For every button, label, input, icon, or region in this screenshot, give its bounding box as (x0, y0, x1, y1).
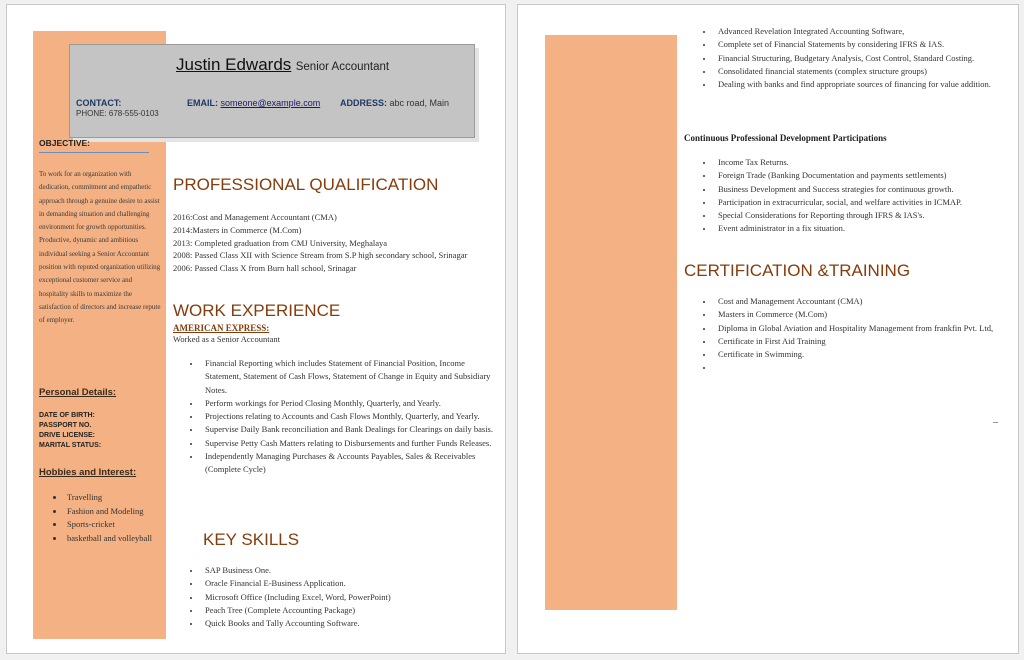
resume-page-2 (517, 4, 1019, 654)
name-line (176, 55, 389, 75)
skills-heading: KEY SKILLS (203, 530, 300, 549)
list-item: • Quick Books and Tally Accounting Software. (201, 617, 501, 630)
email-label: EMAIL: (187, 98, 218, 108)
list-item: • Dealing with banks and find appropriate sources of financing for value addition. (714, 78, 1004, 91)
list-item: • Supervise Daily Bank reconciliation and Bank Dealings for Clearings on daily basis. (201, 423, 503, 436)
personal-details-list (39, 411, 101, 451)
list-item: • Fashion and Modeling (65, 505, 165, 519)
duties-list (187, 357, 503, 477)
list-item: 2013: Completed graduation from CMJ University, Meghalaya (173, 237, 388, 248)
skills-continued-list (700, 25, 1004, 91)
list-item: • Financial Reporting which includes Statement of Financial Position, Income Statement, Statement of Cash Flows, Statement of Change in Equity and Subsidiary Notes. (201, 357, 503, 397)
dash-mark: – (993, 417, 998, 428)
list-item: • Special Considerations for Reporting through IFRS & IAS's. (714, 209, 1014, 222)
list-item: 2008: Passed Class XII with Science Stream from S.P high secondary school, Srinagar (173, 250, 468, 261)
list-item: • Foreign Trade (Banking Documentation and payments settlements) (714, 169, 1014, 182)
certification-heading: CERTIFICATION &TRAINING (684, 261, 911, 280)
list-item: • basketball and volleyball (65, 532, 165, 546)
objective-heading: OBJECTIVE: (39, 138, 149, 153)
contact-label: CONTACT: (76, 98, 122, 108)
job-role: Worked as a Senior Accountant (173, 334, 280, 344)
list-item: • Oracle Financial E-Business Application. (201, 577, 501, 590)
list-item-empty (714, 361, 1004, 374)
employer-name: AMERICAN EXPRESS: (173, 323, 270, 333)
cpd-heading: Continuous Professional Development Participations (684, 133, 887, 143)
email-row (187, 98, 320, 108)
resume-page-1 (6, 4, 506, 654)
candidate-name: Justin Edwards (176, 55, 292, 74)
list-item: • Sports-cricket (65, 518, 165, 532)
list-item: • Financial Structuring, Budgetary Analysis, Cost Control, Standard Costing. (714, 52, 1004, 65)
candidate-title: Senior Accountant (295, 61, 390, 73)
list-item: • Certificate in First Aid Training (714, 335, 1004, 348)
list-item: • Supervise Petty Cash Matters relating to Disbursements and further Funds Releases. (201, 437, 503, 450)
list-item: • Masters in Commerce (M.Com) (714, 308, 1004, 321)
list-item: • Consolidated financial statements (complex structure groups) (714, 65, 1004, 78)
address-label: ADDRESS: (340, 98, 388, 108)
list-item: • Microsoft Office (Including Excel, Word, PowerPoint) (201, 591, 501, 604)
license-label: DRIVE LICENSE: (39, 432, 96, 439)
address-row (340, 98, 449, 108)
experience-heading: WORK EXPERIENCE (173, 301, 341, 320)
list-item: • Projections relating to Accounts and Cash Flows Monthly, Quarterly, and Yearly. (201, 410, 503, 423)
list-item: • Complete set of Financial Statements by considering IFRS & IAS. (714, 38, 1004, 51)
qualification-list (173, 211, 493, 275)
hobbies-list (51, 491, 165, 545)
email-link[interactable]: someone@example.com (220, 98, 321, 108)
sidebar-panel (545, 35, 677, 610)
qualification-heading: PROFESSIONAL QUALIFICATION (173, 175, 439, 194)
list-item: 2016:Cost and Management Accountant (CMA) (173, 212, 337, 222)
address-value: abc road, Main (389, 98, 450, 108)
list-item: • Income Tax Returns. (714, 156, 1014, 169)
list-item: • Peach Tree (Complete Accounting Package) (201, 604, 501, 617)
list-item: • SAP Business One. (201, 564, 501, 577)
cpd-list (700, 156, 1014, 236)
list-item: • Perform workings for Period Closing Monthly, Quarterly, and Yearly. (201, 397, 503, 410)
list-item: • Business Development and Success strategies for continuous growth. (714, 183, 1014, 196)
list-item: • Advanced Revelation Integrated Accounting Software, (714, 25, 1004, 38)
list-item: • Cost and Management Accountant (CMA) (714, 295, 1004, 308)
passport-label: PASSPORT NO. (39, 422, 92, 429)
header-box (69, 44, 475, 138)
personal-details-heading: Personal Details: (39, 387, 117, 398)
hobbies-heading: Hobbies and Interest: (39, 467, 137, 478)
list-item: • Independently Managing Purchases & Accounts Payables, Sales & Receivables (Complete Cycle) (201, 450, 503, 477)
certification-list (700, 295, 1004, 375)
objective-text: To work for an organization with dedication, commitment and empathetic approach through a genuine desire to assist in demanding situation and challenging environment for growth opportunities. Productive, dynamic and ambitious individual seeking a Senior Accountant position with reputed organization utilizing exceptional customer service and hospitality skills to maximize the satisfaction of directors and increase repute of employer. (39, 170, 161, 325)
skills-list (187, 564, 501, 630)
list-item: • Participation in extracurricular, social, and welfare activities in ICMAP. (714, 196, 1014, 209)
list-item: • Diploma in Global Aviation and Hospitality Management from frankfin Pvt. Ltd, (714, 322, 1004, 335)
list-item: • Travelling (65, 491, 165, 505)
phone-number: PHONE: 678-555-0103 (76, 109, 159, 118)
marital-label: MARITAL STATUS: (39, 442, 102, 449)
dob-label: DATE OF BIRTH: (39, 412, 95, 419)
list-item: 2006: Passed Class X from Burn hall school, Srinagar (173, 263, 357, 274)
list-item: • Event administrator in a fix situation. (714, 222, 1014, 235)
list-item: • Certificate in Swimming. (714, 348, 1004, 361)
list-item: 2014:Masters in Commerce (M.Com) (173, 224, 302, 235)
